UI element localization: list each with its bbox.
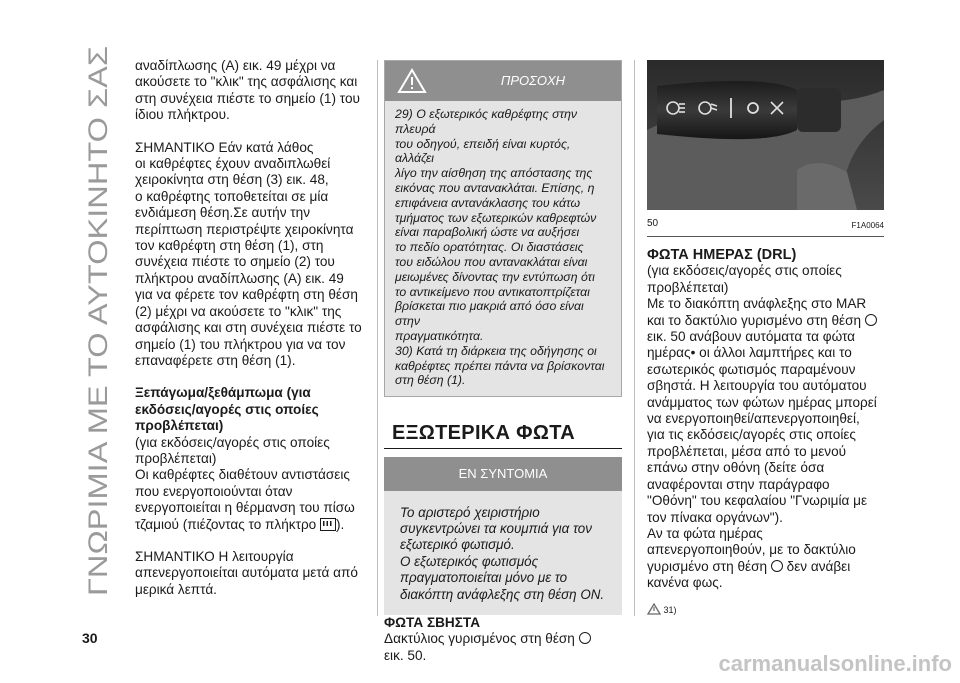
text-line: που ενεργοποιούνται όταν (135, 483, 293, 499)
text-line: ημέρας• οι άλλοι λαμπτήρες και το (647, 345, 852, 361)
watermark: carmanualsonline.info (718, 651, 952, 676)
text-line: προβλέπεται) (135, 450, 217, 466)
text-fragment: γυρισμένο στη θέση (647, 558, 768, 574)
drl-title: ΦΩΤΑ ΗΜΕΡΑΣ (DRL) (647, 247, 797, 263)
text-line: ενεργοποιείται η θέρμανση του πίσω (135, 500, 355, 516)
text-line: Οι καθρέφτες διαθέτουν αντιστάσεις (135, 467, 350, 483)
summary-line: διακόπτη ανάφλεξης στη θέση ON. (400, 586, 605, 602)
summary-line: Το αριστερό χειριστήριο (400, 504, 540, 520)
warning-triangle-icon (397, 68, 427, 94)
warning-reference (647, 602, 884, 618)
note-line: ενδιάμεση θέση.Σε αυτήν την (135, 205, 311, 221)
text-line: σβηστά. Η λειτουργία του αυτόματου (647, 378, 867, 394)
text-line: προβλέπεται, μέσα από το μενού (647, 443, 847, 459)
text-line: στη συνέχεια πιέστε το σημείο (1) του (135, 90, 360, 106)
note-line: ΣΗΜΑΝΤΙΚΟ Η λειτουργία (135, 548, 294, 564)
warning-line: του ειδώλου που αντανακλάται είναι (395, 254, 588, 269)
warning-line: επιφάνεια αντανάκλασης του κάτω (395, 195, 581, 210)
note-line: επαναφέρετε στη θέση (1). (135, 352, 296, 368)
note-line: οι καθρέφτες έχουν αναδιπλωθεί (135, 156, 331, 172)
summary-line: Ο εξωτερικός φωτισμός (400, 553, 539, 569)
text-line: κανένα φως. (647, 575, 723, 591)
warning-line: στη θέση (1). (395, 373, 466, 388)
warning-line: μειωμένες δίνοντας την εντύπωση ότι (395, 269, 595, 284)
text-line: (για εκδόσεις/αγορές στις οποίες (647, 263, 842, 279)
note-line: χειροκίνητα στη θέση (3) εικ. 48, (135, 172, 329, 188)
text-line: εσωτερικός φωτισμός παραμένουν (647, 361, 856, 377)
off-position-icon (771, 560, 783, 572)
warning-line: είναι παραβολική ώστε να αυξήσει (395, 225, 580, 240)
note-line: πλήκτρου αναδίπλωσης (A) εικ. 49 (135, 270, 344, 286)
warning-line: λίγο την αίσθηση της απόστασης της (395, 166, 593, 181)
text-fragment: ). (336, 516, 345, 532)
warning-line: του οδηγού, επειδή είναι κυρτός, αλλάζει (395, 136, 571, 166)
subheading-line: εκδόσεις/αγορές στις οποίες (135, 401, 319, 417)
text-line (647, 559, 884, 575)
column-divider (377, 60, 378, 616)
column-3 (647, 60, 884, 618)
summary-line: συγκεντρώνει τα κουμπιά για τον (400, 520, 592, 536)
note-line: για να φέρετε τον καθρέφτη στη θέση (135, 287, 358, 303)
note-line: συνέχεια πιέστε το σημείο (2) του (135, 254, 335, 270)
page-number: 30 (82, 630, 98, 646)
text-line: να ενεργοποιηθεί/απενεργοποιηθεί, (647, 411, 860, 427)
text-line: ανάμματος των φώτων ημέρας μπορεί (647, 394, 877, 410)
warning-body (385, 101, 621, 396)
column-2 (384, 60, 622, 664)
warning-line: καθρέφτες πρέπει πάντα να βρίσκονται (395, 358, 605, 373)
text-line: τον πίνακα οργάνων"). (647, 509, 783, 525)
note-line: ο καθρέφτης τοποθετείται σε μία (135, 188, 329, 204)
summary-body (384, 491, 622, 615)
warning-triangle-icon (647, 603, 661, 615)
chapter-title-text: ΓΝΩΡΙΜΙΑ ΜΕ ΤΟ ΑΥΤΟΚΙΝΗΤΟ ΣΑΣ (83, 139, 113, 596)
text-line: ακούσετε το "κλικ" της ασφάλισης και (135, 74, 358, 90)
text-fragment: τζαμιού (πιέζοντας το πλήκτρο (135, 516, 317, 532)
text-line (384, 631, 622, 647)
column-divider (634, 60, 635, 616)
summary-line: εξωτερικό φωτισμό. (400, 537, 515, 553)
note-line: τον καθρέφτη στη θέση (1), στη (135, 238, 324, 254)
text-line (135, 517, 367, 533)
text-line: ίδιου πλήκτρου. (135, 107, 230, 123)
chapter-side-title-svg (0, 0, 130, 600)
summary-header: ΕΝ ΣΥΝΤΟΜΙΑ (384, 457, 622, 491)
warning-header (385, 61, 621, 101)
text-line: αναδίπλωσης (A) εικ. 49 μέχρι να (135, 58, 336, 73)
note-line: απενεργοποιείται αυτόματα μετά από (135, 565, 358, 581)
text-line: Αν τα φώτα ημέρας (647, 525, 763, 541)
text-line: (για εκδόσεις/αγορές στις οποίες (135, 434, 330, 450)
section-rule (384, 448, 622, 449)
text-line (647, 313, 884, 329)
text-fragment: δεν ανάβει (786, 558, 851, 574)
figure-number: 50 (647, 218, 659, 229)
warning-line: το πεδίο ορατότητας. Οι διαστάσεις (395, 240, 584, 255)
text-line: απενεργοποιηθούν, με το δακτύλιο (647, 542, 856, 558)
reference-number: 31) (663, 604, 677, 615)
text-line: επάνω στην οθόνη (δείτε όσα (647, 460, 825, 476)
warning-line: πραγματικότητα. (395, 328, 484, 343)
note-line: ΣΗΜΑΝΤΙΚΟ Εάν κατά λάθος (135, 139, 314, 155)
warning-line: τμήματος των εξωτερικών καθρεφτών (395, 210, 597, 225)
warning-box (384, 60, 622, 397)
chapter-side-title (0, 0, 130, 600)
text-line: εικ. 50. (384, 647, 427, 663)
note-line: περίπτωση περιστρέψτε χειροκίνητα (135, 221, 354, 237)
note-line: ασφάλισης και στη συνέχεια πιέστε το (135, 320, 362, 336)
warning-line: εικόνας που αντανακλάται. Επίσης, η (395, 180, 595, 195)
lights-off-title: ΦΩΤΑ ΣΒΗΣΤΑ (384, 614, 481, 630)
text-line: προβλέπεται) (647, 279, 729, 295)
note-line: (2) μέχρι να ακούσετε το "κλικ" της (135, 303, 342, 319)
subheading-line: Ξεπάγωμα/ξεθάμπωμα (για (135, 385, 311, 401)
warning-label: ΠΡΟΣΟΧΗ (500, 73, 566, 88)
section-title: ΕΞΩΤΕΡΙΚΑ ΦΩΤΑ (392, 422, 575, 445)
warning-line: 30) Κατά τη διάρκεια της οδήγησης οι (395, 343, 597, 358)
figure-code: F1A0064 (851, 221, 884, 230)
subheading-line: προβλέπεται) (135, 418, 224, 434)
summary-line: πραγματοποιείται μόνο με το (400, 570, 568, 586)
light-stalk-illustration (647, 60, 884, 210)
column-1 (135, 58, 367, 598)
text-line: αναφέρονται στην παράγραφο (647, 476, 830, 492)
note-line: μερικά λεπτά. (135, 581, 217, 597)
note-line: σημείο (1) του πλήκτρου για να τον (135, 336, 346, 352)
text-line: για τις εκδόσεις/αγορές στις οποίες (647, 427, 856, 443)
rear-window-heater-icon (320, 518, 336, 531)
text-line: "Οθόνη" του κεφαλαίου "Γνωριμία με (647, 493, 868, 509)
text-line: εικ. 50 ανάβουν αυτόματα τα φώτα (647, 329, 856, 345)
warning-line: το αντικείμενο που αντικατοπτρίζεται (395, 284, 590, 299)
light-stalk-figure (647, 60, 884, 210)
text-line: Με το διακόπτη ανάφλεξης στο MAR (647, 296, 867, 312)
off-position-icon (579, 632, 591, 644)
off-position-icon (865, 314, 877, 326)
text-fragment: Δακτύλιος γυρισμένος στη θέση (384, 631, 575, 647)
figure-caption (647, 210, 884, 237)
warning-line: βρίσκεται πιο μακριά από όσο είναι στην (395, 299, 584, 329)
text-fragment: και το δακτύλιο γυρισμένο στη θέση (647, 312, 862, 328)
warning-line: 29) Ο εξωτερικός καθρέφτης στην πλευρά (395, 107, 578, 136)
